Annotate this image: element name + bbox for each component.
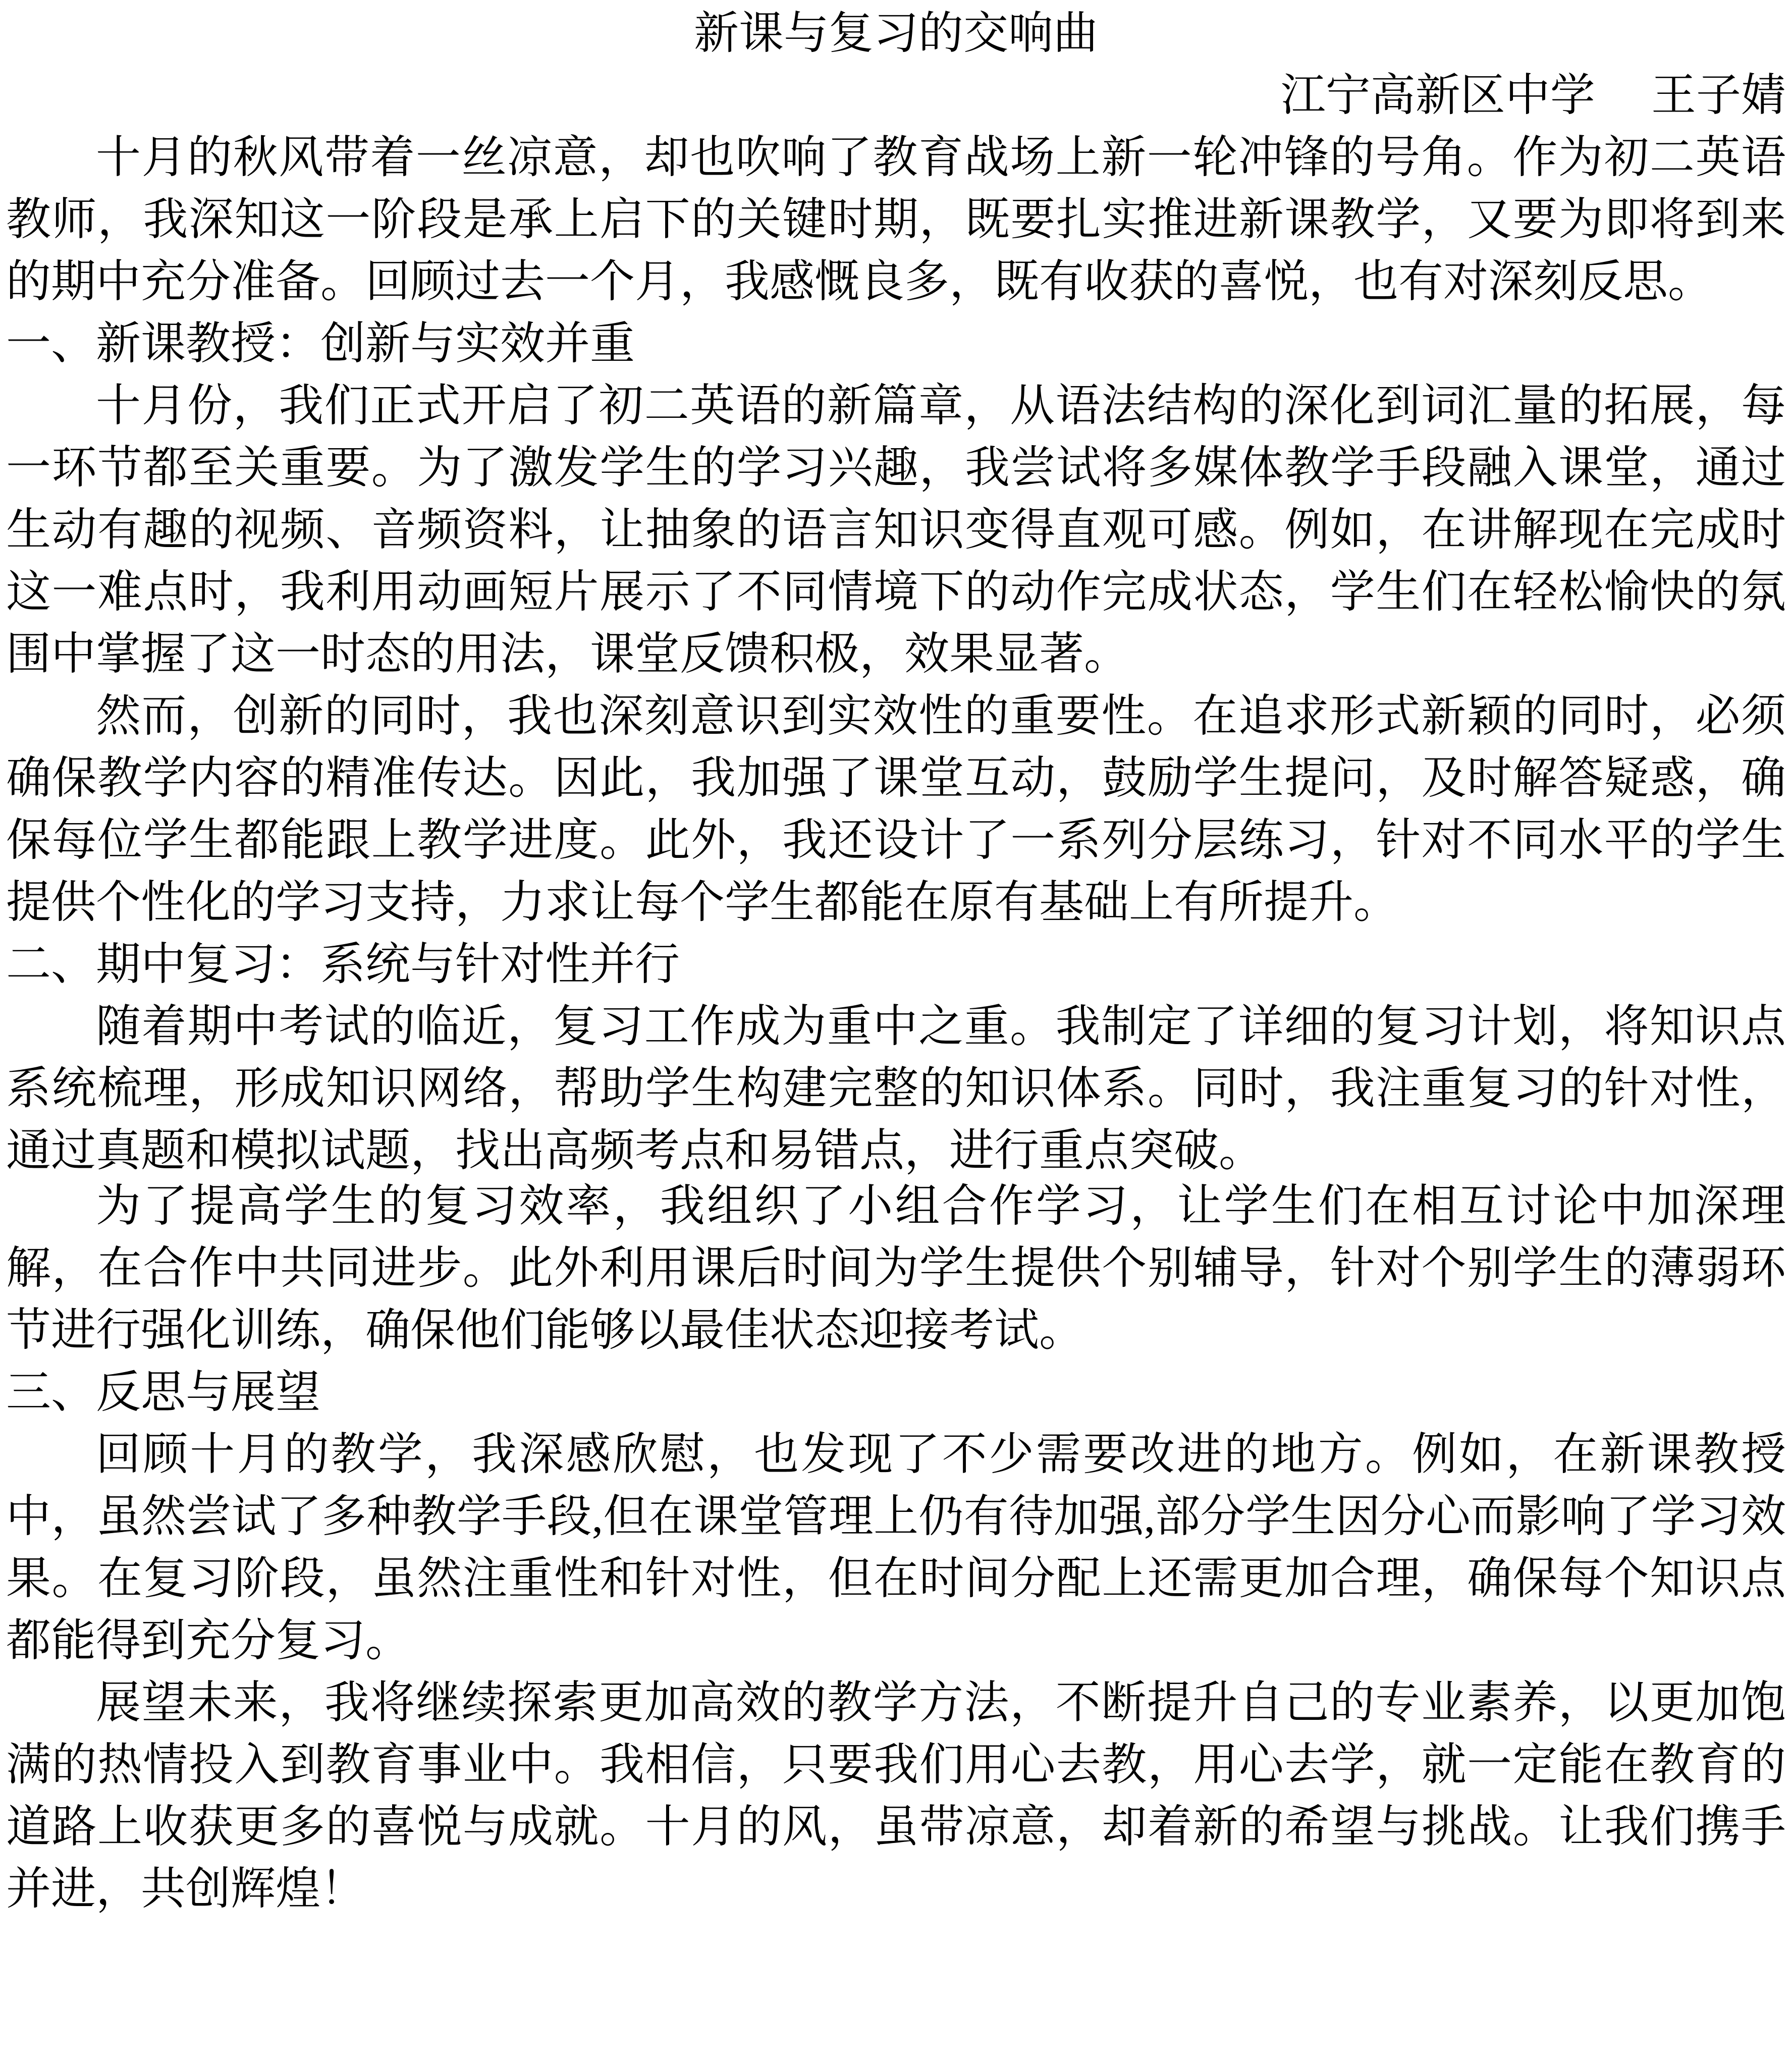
body-paragraph: 回顾十月的教学，我深感欣慰，也发现了不少需要改进的地方。例如，在新课教授中，虽然尝试了多种教学手段,但在课堂管理上仍有待加强,部分学生因分心而影响了学习效果。在复习阶段，虽然注重性和针对性，但在时间分配上还需更加合理，确保每个知识点都能得到充分复习。 (6, 1430, 1786, 1666)
document-body (6, 127, 1786, 1921)
body-paragraph: 随着期中考试的临近，复习工作成为重中之重。我制定了详细的复习计划，将知识点系统梳理，形成知识网络，帮助学生构建完整的知识体系。同时，我注重复习的针对性，通过真题和模拟试题，找出高频考点和易错点，进行重点突破。 (6, 1002, 1786, 1176)
section-heading: 二、期中复习：系统与针对性并行 (6, 940, 680, 990)
body-paragraph: 十月的秋风带着一丝凉意，却也吹响了教育战场上新一轮冲锋的号角。作为初二英语教师，我深知这一阶段是承上启下的关键时期，既要扎实推进新课教学，又要为即将到来的期中充分准备。回顾过去一个月，我感慨良多，既有收获的喜悦，也有对深刻反思。 (6, 133, 1786, 307)
section-heading: 三、反思与展望 (6, 1368, 320, 1418)
body-paragraph: 为了提高学生的复习效率，我组织了小组合作学习，让学生们在相互讨论中加深理解，在合作中共同进步。此外利用课后时间为学生提供个别辅导，针对个别学生的薄弱环节进行强化训练，确保他们能够以最佳状态迎接考试。 (6, 1182, 1786, 1355)
author-byline: 江宁高新区中学 王子婧 (1280, 71, 1786, 121)
body-paragraph: 展望未来，我将继续探索更加高效的教学方法，不断提升自己的专业素养，以更加饱满的热情投入到教育事业中。我相信，只要我们用心去教，用心去学，就一定能在教育的道路上收获更多的喜悦与成就。十月的风，虽带凉意，却着新的希望与挑战。让我们携手并进，共创辉煌！ (6, 1678, 1786, 1914)
body-paragraph: 然而，创新的同时，我也深刻意识到实效性的重要性。在追求形式新颖的同时，必须确保教学内容的精准传达。因此，我加强了课堂互动，鼓励学生提问，及时解答疑惑，确保每位学生都能跟上教学进度。此外，我还设计了一系列分层练习，针对不同水平的学生提供个性化的学习支持，力求让每个学生都能在原有基础上有所提升。 (6, 692, 1786, 928)
section-heading: 一、新课教授：创新与实效并重 (6, 319, 635, 369)
document-title: 新课与复习的交响曲 (694, 9, 1098, 59)
body-paragraph: 十月份，我们正式开启了初二英语的新篇章，从语法结构的深化到词汇量的拓展，每一环节都至关重要。为了激发学生的学习兴趣，我尝试将多媒体教学手段融入课堂，通过生动有趣的视频、音频资料，让抽象的语言知识变得直观可感。例如，在讲解现在完成时这一难点时，我利用动画短片展示了不同情境下的动作完成状态，学生们在轻松愉快的氛围中掌握了这一时态的用法，课堂反馈积极，效果显著。 (6, 382, 1786, 679)
